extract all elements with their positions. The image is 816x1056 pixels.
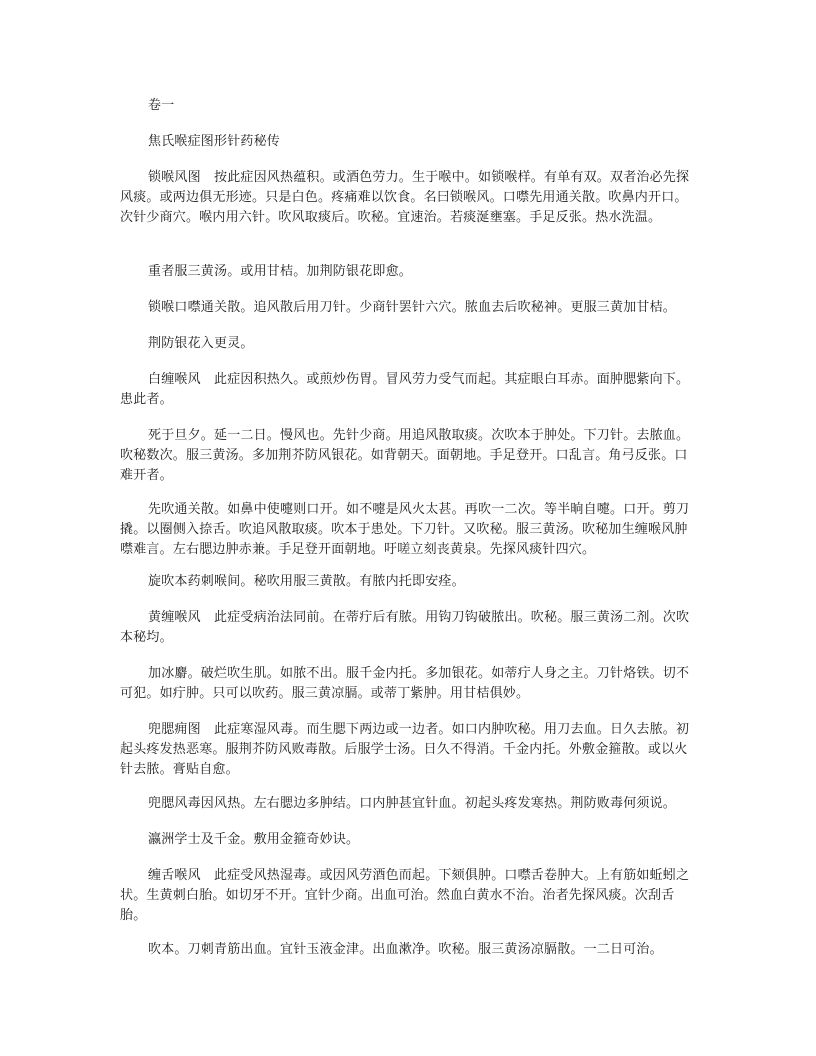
paragraph: 白缠喉风 此症因积热久。或煎炒伤胃。冒风劳力受气而起。其症眼白耳赤。面肿腮紫向下。患此者。 — [120, 372, 690, 407]
paragraph: 死于旦夕。延一二日。慢风也。先针少商。用追风散取痰。次吹本于肿处。下刀针。去脓血。吹秘数次。服三黄汤。多加荆芥防风银花。如背朝天。面朝地。手足登开。口乱言。角弓反张。口难开者。 — [120, 428, 690, 483]
volume-heading: 卷一 — [148, 98, 175, 113]
paragraph: 瀛洲学士及千金。敷用金箍奇妙诀。 — [148, 832, 360, 847]
paragraph: 黄缠喉风 此症受病治法同前。在蒂疔后有脓。用钩刀钩破脓出。吹秘。服三黄汤二剂。次吹本秘均。 — [120, 610, 690, 645]
paragraph: 先吹通关散。如鼻中使嚏则口开。如不嚏是风火太甚。再吹一二次。等半晌自嚏。口开。剪刀撬。以圈侧入捺舌。吹追风散取痰。吹本于患处。下刀针。又吹秘。服三黄汤。吹秘加生缠喉风肿噤难言。左右腮边肿赤兼。手足登开面朝地。吁嗟立刻丧黄泉。先探风痰针四穴。 — [120, 502, 690, 557]
paragraph: 锁喉风图 按此症因风热蕴积。或酒色劳力。生于喉中。如锁喉样。有单有双。双者治必先探风痰。或两边俱无形迹。只是白色。疼痛难以饮食。名曰锁喉风。口噤先用通关散。吹鼻内开口。次针少商穴。喉内用六针。吹风取痰后。吹秘。宜速治。若痰涎壅塞。手足反张。热水洗温。 — [120, 170, 690, 225]
paragraph: 锁喉口噤通关散。追风散后用刀针。少商针罢针六穴。脓血去后吹秘神。更服三黄加甘桔。 — [148, 300, 677, 315]
paragraph: 兜腮痈图 此症寒湿风毒。而生腮下两边或一边者。如口内肿吹秘。用刀去血。日久去脓。初起头疼发热恶寒。服荆芥防风败毒散。后服学士汤。日久不得消。千金内托。外敷金箍散。或以火针去脓。膏贴自愈。 — [120, 722, 690, 777]
paragraph: 荆防银花入更灵。 — [148, 336, 254, 351]
paragraph: 重者服三黄汤。或用甘桔。加荆防银花即愈。 — [148, 264, 413, 279]
book-title: 焦氏喉症图形针药秘传 — [148, 134, 281, 149]
paragraph: 旋吹本药刺喉间。秘吹用服三黄散。有脓内托即安痊。 — [148, 574, 465, 589]
paragraph: 加冰麝。破烂吹生肌。如脓不出。服千金内托。多加银花。如蒂疔人身之主。刀针烙铁。切不可犯。如疔肿。只可以吹药。服三黄凉膈。或蒂丁紫肿。用甘桔俱妙。 — [120, 666, 690, 701]
paragraph: 吹本。刀刺青筋出血。宜针玉液金津。出血漱净。吹秘。服三黄汤凉膈散。一二日可治。 — [148, 942, 663, 957]
paragraph: 兜腮风毒因风热。左右腮边多肿结。口内肿甚宜针血。初起头疼发寒热。荆防败毒何须说。 — [148, 796, 677, 811]
paragraph: 缠舌喉风 此症受风热湿毒。或因风劳酒色而起。下颏俱肿。口噤舌卷肿大。上有筋如蚯蚓之状。生黄刺白胎。如切牙不开。宜针少商。出血可治。然血白黄水不治。治者先探风痰。次刮舌胎。 — [120, 868, 690, 923]
